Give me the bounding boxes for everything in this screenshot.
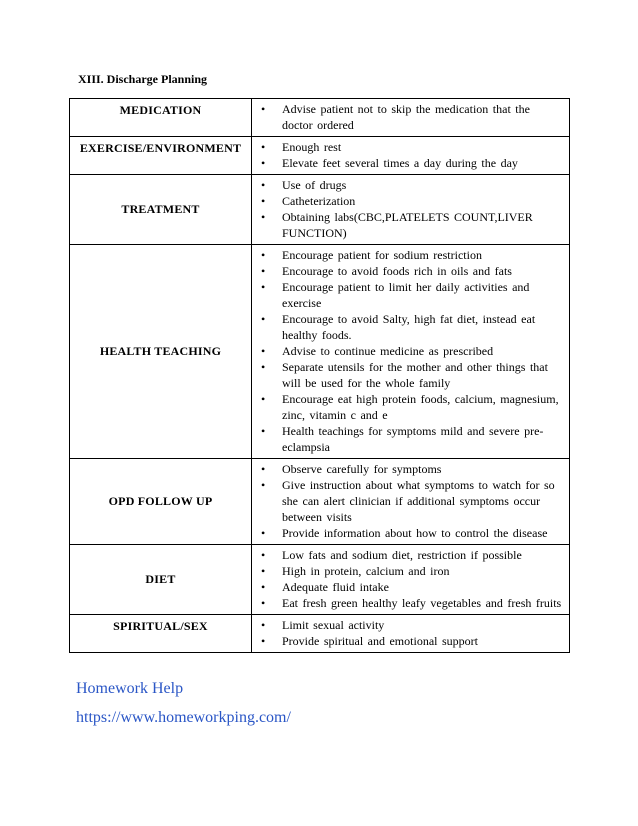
table-row bbox=[70, 99, 570, 137]
row-category: MEDICATION bbox=[70, 99, 252, 137]
row-category: DIET bbox=[70, 545, 252, 615]
list-item: • Encourage eat high protein foods, calcium, magnesium, zinc, vitamin c and e bbox=[256, 391, 565, 423]
list-item: • Catheterization bbox=[256, 193, 565, 209]
table-row bbox=[70, 545, 570, 615]
list-item: • Encourage patient for sodium restriction bbox=[256, 247, 565, 263]
list-item: • Provide spiritual and emotional support bbox=[256, 633, 565, 649]
list-item: • Adequate fluid intake bbox=[256, 579, 565, 595]
list-item: • Use of drugs bbox=[256, 177, 565, 193]
row-category: SPIRITUAL/SEX bbox=[70, 615, 252, 653]
list-item: • Give instruction about what symptoms to watch for so she can alert clinician if additional symptoms occur between visits bbox=[256, 477, 565, 525]
list-item: • Obtaining labs(CBC,PLATELETS COUNT,LIVER FUNCTION) bbox=[256, 209, 565, 241]
list-item: • Separate utensils for the mother and other things that will be used for the whole family bbox=[256, 359, 565, 391]
list-item: • Advise to continue medicine as prescribed bbox=[256, 343, 565, 359]
list-item: • Provide information about how to control the disease bbox=[256, 525, 565, 541]
list-item: • Elevate feet several times a day during the day bbox=[256, 155, 565, 171]
list-item: • Limit sexual activity bbox=[256, 617, 565, 633]
footer-link[interactable]: https://www.homeworkping.com/ bbox=[76, 709, 291, 726]
list-item: • Encourage patient to limit her daily activities and exercise bbox=[256, 279, 565, 311]
list-item: • Encourage to avoid foods rich in oils and fats bbox=[256, 263, 565, 279]
row-category: OPD FOLLOW UP bbox=[70, 459, 252, 545]
row-category: HEALTH TEACHING bbox=[70, 245, 252, 459]
row-category: EXERCISE/ENVIRONMENT bbox=[70, 137, 252, 175]
list-item: • Observe carefully for symptoms bbox=[256, 461, 565, 477]
list-item: • Advise patient not to skip the medication that the doctor ordered bbox=[256, 101, 565, 133]
list-item: • Encourage to avoid Salty, high fat diet, instead eat healthy foods. bbox=[256, 311, 565, 343]
list-item: • Low fats and sodium diet, restriction if possible bbox=[256, 547, 565, 563]
table-row bbox=[70, 615, 570, 653]
list-item: • High in protein, calcium and iron bbox=[256, 563, 565, 579]
table-row bbox=[70, 137, 570, 175]
list-item: • Eat fresh green healthy leafy vegetables and fresh fruits bbox=[256, 595, 565, 611]
table-row bbox=[70, 245, 570, 459]
table-row bbox=[70, 459, 570, 545]
row-category: TREATMENT bbox=[70, 175, 252, 245]
list-item: • Health teachings for symptoms mild and severe pre-eclampsia bbox=[256, 423, 565, 455]
footer-title: Homework Help bbox=[76, 680, 184, 697]
discharge-planning-table bbox=[69, 98, 570, 653]
table-row bbox=[70, 175, 570, 245]
section-title: XIII. Discharge Planning bbox=[78, 72, 208, 86]
list-item: • Enough rest bbox=[256, 139, 565, 155]
